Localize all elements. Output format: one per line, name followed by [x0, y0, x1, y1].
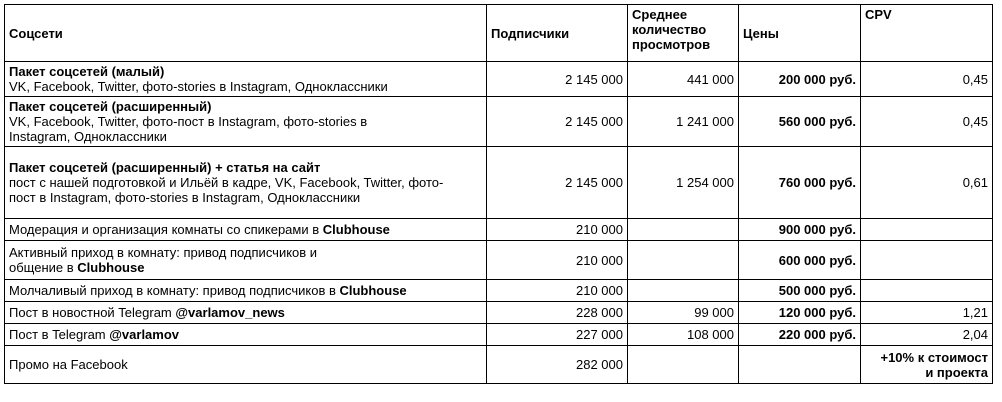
- header-row: [5, 5, 993, 62]
- subscribers-cell: 210 000: [487, 241, 628, 280]
- cpv-note-line-1: +10% к стоимост: [880, 349, 988, 365]
- views-cell: [628, 346, 739, 384]
- table-row: [5, 97, 993, 147]
- service-text: Молчаливый приход в комнату: привод подписчиков в: [9, 283, 340, 298]
- cpv-note-line-2: и проекта: [925, 364, 988, 380]
- service-strong: Clubhouse: [77, 260, 145, 275]
- table-row: [5, 241, 993, 280]
- social-cell: [5, 62, 487, 97]
- header-social: Соцсети: [5, 5, 487, 62]
- subscribers-cell: 2 145 000: [487, 62, 628, 97]
- subscribers-cell: 2 145 000: [487, 97, 628, 147]
- cpv-cell: [861, 241, 993, 280]
- social-cell: [5, 280, 487, 302]
- package-desc: пост с нашей подготовкой и Ильёй в кадре, VK, Facebook, Twitter, фото-пост в Instagram, фото-stories в Instagram, Одноклассники: [9, 175, 444, 205]
- service-strong: Clubhouse: [322, 222, 390, 237]
- cpv-cell: 1,21: [861, 302, 993, 324]
- views-cell: [628, 280, 739, 302]
- cpv-cell: 0,45: [861, 97, 993, 147]
- header-cpv: CPV: [861, 5, 993, 62]
- service-strong: Clubhouse: [339, 283, 407, 298]
- price-cell: 200 000 руб.: [739, 62, 861, 97]
- package-desc: VK, Facebook, Twitter, фото-пост в Instagram, фото-stories в Instagram, Одноклассники: [9, 114, 368, 144]
- cpv-note-cell: [861, 346, 993, 384]
- views-cell: 99 000: [628, 302, 739, 324]
- views-cell: 1 254 000: [628, 147, 739, 219]
- social-cell: Промо на Facebook: [5, 346, 487, 384]
- social-cell: [5, 241, 487, 280]
- cpv-cell: 0,45: [861, 62, 993, 97]
- subscribers-cell: 228 000: [487, 302, 628, 324]
- table-row: [5, 219, 993, 241]
- price-cell: [739, 346, 861, 384]
- price-cell: 220 000 руб.: [739, 324, 861, 346]
- social-cell: [5, 219, 487, 241]
- header-prices: Цены: [739, 5, 861, 62]
- views-cell: 108 000: [628, 324, 739, 346]
- price-cell: 900 000 руб.: [739, 219, 861, 241]
- social-cell: [5, 302, 487, 324]
- package-title: Пакет соцсетей (расширенный): [9, 99, 212, 114]
- service-strong: @varlamov: [109, 327, 180, 342]
- price-cell: 120 000 руб.: [739, 302, 861, 324]
- social-cell: [5, 324, 487, 346]
- cpv-cell: 0,61: [861, 147, 993, 219]
- social-cell: [5, 147, 487, 219]
- header-avg-views: Среднее количество просмотров: [628, 5, 739, 62]
- cpv-cell: [861, 280, 993, 302]
- table-row: [5, 346, 993, 384]
- header-subscribers: Подписчики: [487, 5, 628, 62]
- subscribers-cell: 227 000: [487, 324, 628, 346]
- cpv-cell: 2,04: [861, 324, 993, 346]
- service-text: Модерация и организация комнаты со спикерами в: [9, 222, 323, 237]
- price-cell: 560 000 руб.: [739, 97, 861, 147]
- social-cell: [5, 97, 487, 147]
- package-desc: VK, Facebook, Twitter, фото-stories в Instagram, Одноклассники: [9, 79, 388, 94]
- views-cell: [628, 219, 739, 241]
- cpv-cell: [861, 219, 993, 241]
- table-row: [5, 280, 993, 302]
- table-row: [5, 62, 993, 97]
- subscribers-cell: 2 145 000: [487, 147, 628, 219]
- subscribers-cell: 210 000: [487, 219, 628, 241]
- subscribers-cell: 210 000: [487, 280, 628, 302]
- service-strong: @varlamov_news: [175, 305, 285, 320]
- pricing-table: [4, 4, 993, 384]
- views-cell: 1 241 000: [628, 97, 739, 147]
- package-title: Пакет соцсетей (расширенный) + статья на сайт: [9, 160, 321, 175]
- price-cell: 600 000 руб.: [739, 241, 861, 280]
- service-text: Активный приход в комнату: привод подписчиков и общение в: [9, 245, 318, 275]
- table-row: [5, 302, 993, 324]
- service-text: Пост в Telegram: [9, 327, 110, 342]
- views-cell: [628, 241, 739, 280]
- price-cell: 500 000 руб.: [739, 280, 861, 302]
- table-row: [5, 147, 993, 219]
- package-title: Пакет соцсетей (малый): [9, 64, 165, 79]
- price-cell: 760 000 руб.: [739, 147, 861, 219]
- table-row: [5, 324, 993, 346]
- subscribers-cell: 282 000: [487, 346, 628, 384]
- service-text: Пост в новостной Telegram: [9, 305, 176, 320]
- views-cell: 441 000: [628, 62, 739, 97]
